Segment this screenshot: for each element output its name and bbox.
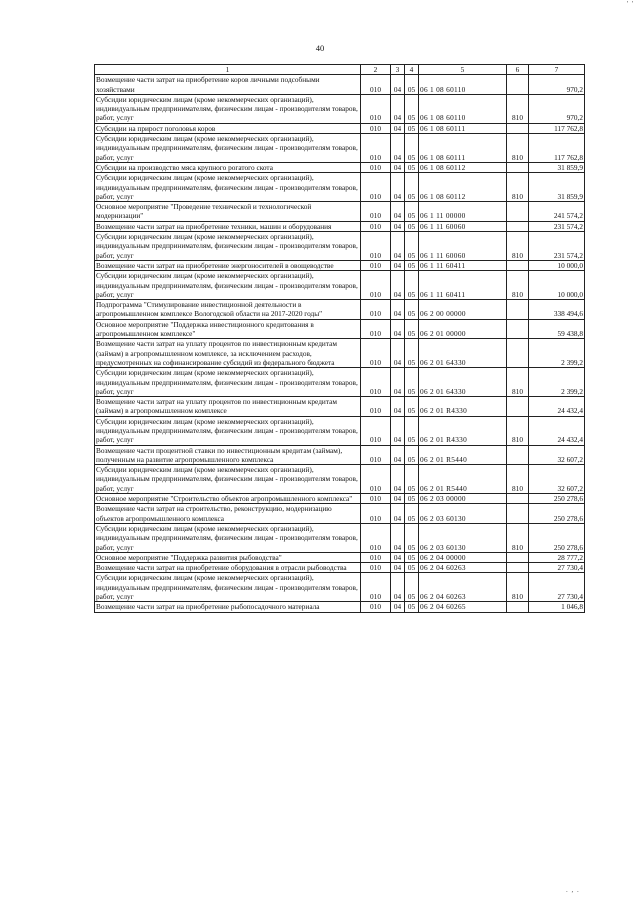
section-code-cell: 04: [391, 260, 405, 270]
subsection-code-cell: 05: [405, 271, 419, 300]
expense-type-cell: 810: [507, 368, 529, 397]
subsection-code-cell: 05: [405, 94, 419, 123]
header-cell: 6: [507, 65, 529, 75]
target-article-cell: 06 2 03 00000: [419, 494, 507, 504]
target-article-cell: 06 1 11 60060: [419, 221, 507, 231]
amount-cell: 24 432,4: [529, 397, 585, 417]
section-code-cell: 04: [391, 602, 405, 612]
row-name-cell: Возмещение части затрат на приобретение техники, машин и оборудования: [95, 221, 361, 231]
subsection-code-cell: 05: [405, 232, 419, 261]
row-name-cell: Субсидии юридическим лицам (кроме некоммерческих организаций), индивидуальным предпринимателям, физическим лицам - производителям товаров, работ, услуг: [95, 416, 361, 445]
table-row: [95, 602, 585, 612]
section-code-cell: 04: [391, 368, 405, 397]
amount-cell: 970,2: [529, 94, 585, 123]
amount-cell: 10 000,0: [529, 271, 585, 300]
row-name-cell: Субсидии юридическим лицам (кроме некоммерческих организаций), индивидуальным предпринимателям, физическим лицам - производителям товаров, работ, услуг: [95, 271, 361, 300]
target-article-cell: 06 2 01 64330: [419, 339, 507, 368]
expense-type-cell: [507, 563, 529, 573]
expense-type-cell: [507, 494, 529, 504]
amount-cell: 10 000,0: [529, 260, 585, 270]
amount-cell: 59 438,8: [529, 319, 585, 339]
subsection-code-cell: 05: [405, 445, 419, 465]
section-code-cell: 04: [391, 552, 405, 562]
section-code-cell: 04: [391, 271, 405, 300]
section-code-cell: 04: [391, 134, 405, 163]
chapter-code-cell: 010: [361, 260, 391, 270]
expense-type-cell: 810: [507, 232, 529, 261]
section-code-cell: 04: [391, 416, 405, 445]
chapter-code-cell: 010: [361, 123, 391, 133]
section-code-cell: 04: [391, 563, 405, 573]
target-article-cell: 06 1 11 00000: [419, 202, 507, 222]
subsection-code-cell: 05: [405, 300, 419, 320]
chapter-code-cell: 010: [361, 94, 391, 123]
bottom-mark: . , .: [566, 886, 580, 894]
row-name-cell: Возмещение части затрат на уплату процентов по инвестиционным кредитам (займам) в агропромышленном комплексе: [95, 397, 361, 417]
table-row: [95, 94, 585, 123]
section-code-cell: 04: [391, 173, 405, 202]
subsection-code-cell: 05: [405, 552, 419, 562]
table-row: [95, 397, 585, 417]
target-article-cell: 06 1 08 60112: [419, 162, 507, 172]
target-article-cell: 06 2 01 R5440: [419, 445, 507, 465]
row-name-cell: Возмещение части затрат на уплату процентов по инвестиционным кредитам (займам) в агропромышленном комплексе, за исключением расходов, предусмотренных на софинансирование субсидий из федерального бюджета: [95, 339, 361, 368]
target-article-cell: 06 1 08 60111: [419, 123, 507, 133]
subsection-code-cell: 05: [405, 573, 419, 602]
amount-cell: 117 762,8: [529, 134, 585, 163]
chapter-code-cell: 010: [361, 494, 391, 504]
chapter-code-cell: 010: [361, 232, 391, 261]
target-article-cell: 06 2 01 64330: [419, 368, 507, 397]
amount-cell: 338 494,6: [529, 300, 585, 320]
chapter-code-cell: 010: [361, 397, 391, 417]
expense-type-cell: 810: [507, 271, 529, 300]
expense-type-cell: 810: [507, 134, 529, 163]
target-article-cell: 06 2 01 R5440: [419, 465, 507, 494]
header-cell: 1: [95, 65, 361, 75]
row-name-cell: Возмещение части затрат на приобретение коров личными подсобными хозяйствами: [95, 75, 361, 95]
chapter-code-cell: 010: [361, 202, 391, 222]
target-article-cell: 06 1 08 60112: [419, 173, 507, 202]
target-article-cell: 06 2 00 00000: [419, 300, 507, 320]
row-name-cell: Возмещение части затрат на приобретение оборудования в отрасли рыбоводства: [95, 563, 361, 573]
subsection-code-cell: 05: [405, 339, 419, 368]
amount-cell: 27 730,4: [529, 573, 585, 602]
row-name-cell: Субсидии юридическим лицам (кроме некоммерческих организаций), индивидуальным предпринимателям, физическим лицам - производителям товаров, работ, услуг: [95, 94, 361, 123]
subsection-code-cell: 05: [405, 368, 419, 397]
row-name-cell: Субсидии юридическим лицам (кроме некоммерческих организаций), индивидуальным предпринимателям, физическим лицам - производителям товаров, работ, услуг: [95, 232, 361, 261]
expense-type-cell: 810: [507, 523, 529, 552]
target-article-cell: 06 2 03 60130: [419, 523, 507, 552]
expense-type-cell: [507, 123, 529, 133]
target-article-cell: 06 1 08 60110: [419, 94, 507, 123]
chapter-code-cell: 010: [361, 465, 391, 494]
row-name-cell: Возмещение части затрат на строительство, реконструкцию, модернизацию объектов агропромышленного комплекса: [95, 504, 361, 524]
section-code-cell: 04: [391, 319, 405, 339]
subsection-code-cell: 05: [405, 602, 419, 612]
table-row: [95, 134, 585, 163]
amount-cell: 28 777,2: [529, 552, 585, 562]
expense-type-cell: [507, 552, 529, 562]
chapter-code-cell: 010: [361, 602, 391, 612]
header-cell: 2: [361, 65, 391, 75]
subsection-code-cell: 05: [405, 75, 419, 95]
expense-type-cell: 810: [507, 173, 529, 202]
table-row: [95, 494, 585, 504]
header-cell: 7: [529, 65, 585, 75]
section-code-cell: 04: [391, 300, 405, 320]
table-row: [95, 162, 585, 172]
expense-type-cell: 810: [507, 573, 529, 602]
target-article-cell: 06 2 04 60265: [419, 602, 507, 612]
chapter-code-cell: 010: [361, 504, 391, 524]
expense-type-cell: [507, 445, 529, 465]
table-row: [95, 339, 585, 368]
target-article-cell: 06 1 11 60411: [419, 271, 507, 300]
amount-cell: 117 762,8: [529, 123, 585, 133]
table-row: [95, 563, 585, 573]
table-row: [95, 416, 585, 445]
chapter-code-cell: 010: [361, 573, 391, 602]
subsection-code-cell: 05: [405, 416, 419, 445]
target-article-cell: 06 1 11 60060: [419, 232, 507, 261]
header-cell: 5: [419, 65, 507, 75]
chapter-code-cell: 010: [361, 319, 391, 339]
subsection-code-cell: 05: [405, 134, 419, 163]
section-code-cell: 04: [391, 221, 405, 231]
row-name-cell: Субсидии на производство мяса крупного рогатого скота: [95, 162, 361, 172]
section-code-cell: 04: [391, 75, 405, 95]
amount-cell: 2 399,2: [529, 368, 585, 397]
row-name-cell: Субсидии юридическим лицам (кроме некоммерческих организаций), индивидуальным предпринимателям, физическим лицам - производителям товаров, работ, услуг: [95, 368, 361, 397]
subsection-code-cell: 05: [405, 563, 419, 573]
row-name-cell: Основное мероприятие "Поддержка развития рыбоводства": [95, 552, 361, 562]
amount-cell: 2 399,2: [529, 339, 585, 368]
subsection-code-cell: 05: [405, 523, 419, 552]
expense-type-cell: [507, 339, 529, 368]
chapter-code-cell: 010: [361, 416, 391, 445]
expense-type-cell: [507, 397, 529, 417]
row-name-cell: Субсидии на прирост поголовья коров: [95, 123, 361, 133]
target-article-cell: 06 1 08 60110: [419, 75, 507, 95]
chapter-code-cell: 010: [361, 368, 391, 397]
chapter-code-cell: 010: [361, 75, 391, 95]
amount-cell: 250 278,6: [529, 494, 585, 504]
target-article-cell: 06 2 04 60263: [419, 573, 507, 602]
table-row: [95, 221, 585, 231]
table-row: [95, 504, 585, 524]
table-row: [95, 552, 585, 562]
amount-cell: 32 607,2: [529, 465, 585, 494]
table-row: [95, 271, 585, 300]
section-code-cell: 04: [391, 573, 405, 602]
target-article-cell: 06 2 04 60263: [419, 563, 507, 573]
row-name-cell: Основное мероприятие "Проведение технической и технологической модернизации": [95, 202, 361, 222]
row-name-cell: Возмещение части затрат на приобретение рыбопосадочного материала: [95, 602, 361, 612]
chapter-code-cell: 010: [361, 339, 391, 368]
table-row: [95, 319, 585, 339]
subsection-code-cell: 05: [405, 397, 419, 417]
table-row: [95, 75, 585, 95]
expense-type-cell: [507, 319, 529, 339]
section-code-cell: 04: [391, 445, 405, 465]
section-code-cell: 04: [391, 123, 405, 133]
expense-type-cell: 810: [507, 416, 529, 445]
subsection-code-cell: 05: [405, 260, 419, 270]
amount-cell: 970,2: [529, 75, 585, 95]
amount-cell: 32 607,2: [529, 445, 585, 465]
subsection-code-cell: 05: [405, 465, 419, 494]
row-name-cell: Возмещение части затрат на приобретение энергоносителей в овощеводстве: [95, 260, 361, 270]
target-article-cell: 06 1 08 60111: [419, 134, 507, 163]
amount-cell: 250 278,6: [529, 504, 585, 524]
section-code-cell: 04: [391, 339, 405, 368]
row-name-cell: Основное мероприятие "Строительство объектов агропромышленного комплекса": [95, 494, 361, 504]
subsection-code-cell: 05: [405, 221, 419, 231]
amount-cell: 31 859,9: [529, 173, 585, 202]
amount-cell: 31 859,9: [529, 162, 585, 172]
expense-type-cell: [507, 602, 529, 612]
row-name-cell: Субсидии юридическим лицам (кроме некоммерческих организаций), индивидуальным предпринимателям, физическим лицам - производителям товаров, работ, услуг: [95, 523, 361, 552]
expense-type-cell: [507, 504, 529, 524]
amount-cell: 27 730,4: [529, 563, 585, 573]
amount-cell: 250 278,6: [529, 523, 585, 552]
row-name-cell: Возмещение части процентной ставки по инвестиционным кредитам (займам), полученным на развитие агропромышленного комплекса: [95, 445, 361, 465]
chapter-code-cell: 010: [361, 523, 391, 552]
row-name-cell: Субсидии юридическим лицам (кроме некоммерческих организаций), индивидуальным предпринимателям, физическим лицам - производителям товаров, работ, услуг: [95, 134, 361, 163]
expense-type-cell: [507, 221, 529, 231]
table-row: [95, 573, 585, 602]
table-row: [95, 368, 585, 397]
expense-type-cell: [507, 75, 529, 95]
table-header-row: [95, 65, 585, 75]
expense-type-cell: 810: [507, 465, 529, 494]
target-article-cell: 06 2 03 60130: [419, 504, 507, 524]
section-code-cell: 04: [391, 523, 405, 552]
row-name-cell: Субсидии юридическим лицам (кроме некоммерческих организаций), индивидуальным предпринимателям, физическим лицам - производителям товаров, работ, услуг: [95, 173, 361, 202]
amount-cell: 1 046,8: [529, 602, 585, 612]
table-row: [95, 445, 585, 465]
chapter-code-cell: 010: [361, 162, 391, 172]
subsection-code-cell: 05: [405, 319, 419, 339]
table-row: [95, 260, 585, 270]
target-article-cell: 06 2 01 R4330: [419, 416, 507, 445]
subsection-code-cell: 05: [405, 173, 419, 202]
row-name-cell: Подпрограмма "Стимулирование инвестиционной деятельности в агропромышленном комплексе Вологодской области на 2017-2020 годы": [95, 300, 361, 320]
amount-cell: 241 574,2: [529, 202, 585, 222]
table-row: [95, 173, 585, 202]
corner-mark: ' ': [626, 0, 634, 8]
section-code-cell: 04: [391, 397, 405, 417]
table-row: [95, 202, 585, 222]
chapter-code-cell: 010: [361, 445, 391, 465]
amount-cell: 24 432,4: [529, 416, 585, 445]
section-code-cell: 04: [391, 232, 405, 261]
section-code-cell: 04: [391, 465, 405, 494]
target-article-cell: 06 2 01 00000: [419, 319, 507, 339]
expense-type-cell: [507, 300, 529, 320]
section-code-cell: 04: [391, 94, 405, 123]
chapter-code-cell: 010: [361, 552, 391, 562]
section-code-cell: 04: [391, 504, 405, 524]
chapter-code-cell: 010: [361, 300, 391, 320]
table-row: [95, 123, 585, 133]
expense-type-cell: 810: [507, 94, 529, 123]
chapter-code-cell: 010: [361, 563, 391, 573]
row-name-cell: Субсидии юридическим лицам (кроме некоммерческих организаций), индивидуальным предпринимателям, физическим лицам - производителям товаров, работ, услуг: [95, 573, 361, 602]
row-name-cell: Основное мероприятие "Поддержка инвестиционного кредитования в агропромышленном комплексе": [95, 319, 361, 339]
chapter-code-cell: 010: [361, 271, 391, 300]
table-row: [95, 232, 585, 261]
amount-cell: 231 574,2: [529, 221, 585, 231]
subsection-code-cell: 05: [405, 494, 419, 504]
subsection-code-cell: 05: [405, 123, 419, 133]
subsection-code-cell: 05: [405, 162, 419, 172]
page-number: 40: [315, 43, 325, 53]
amount-cell: 231 574,2: [529, 232, 585, 261]
table-row: [95, 465, 585, 494]
table-row: [95, 523, 585, 552]
target-article-cell: 06 2 04 00000: [419, 552, 507, 562]
section-code-cell: 04: [391, 494, 405, 504]
subsection-code-cell: 05: [405, 202, 419, 222]
section-code-cell: 04: [391, 162, 405, 172]
chapter-code-cell: 010: [361, 173, 391, 202]
chapter-code-cell: 010: [361, 221, 391, 231]
target-article-cell: 06 2 01 R4330: [419, 397, 507, 417]
row-name-cell: Субсидии юридическим лицам (кроме некоммерческих организаций), индивидуальным предпринимателям, физическим лицам - производителям товаров, работ, услуг: [95, 465, 361, 494]
header-cell: 3: [391, 65, 405, 75]
target-article-cell: 06 1 11 60411: [419, 260, 507, 270]
subsection-code-cell: 05: [405, 504, 419, 524]
section-code-cell: 04: [391, 202, 405, 222]
expense-type-cell: [507, 162, 529, 172]
header-cell: 4: [405, 65, 419, 75]
expense-type-cell: [507, 260, 529, 270]
chapter-code-cell: 010: [361, 134, 391, 163]
budget-table: [94, 64, 585, 613]
expense-type-cell: [507, 202, 529, 222]
table-row: [95, 300, 585, 320]
